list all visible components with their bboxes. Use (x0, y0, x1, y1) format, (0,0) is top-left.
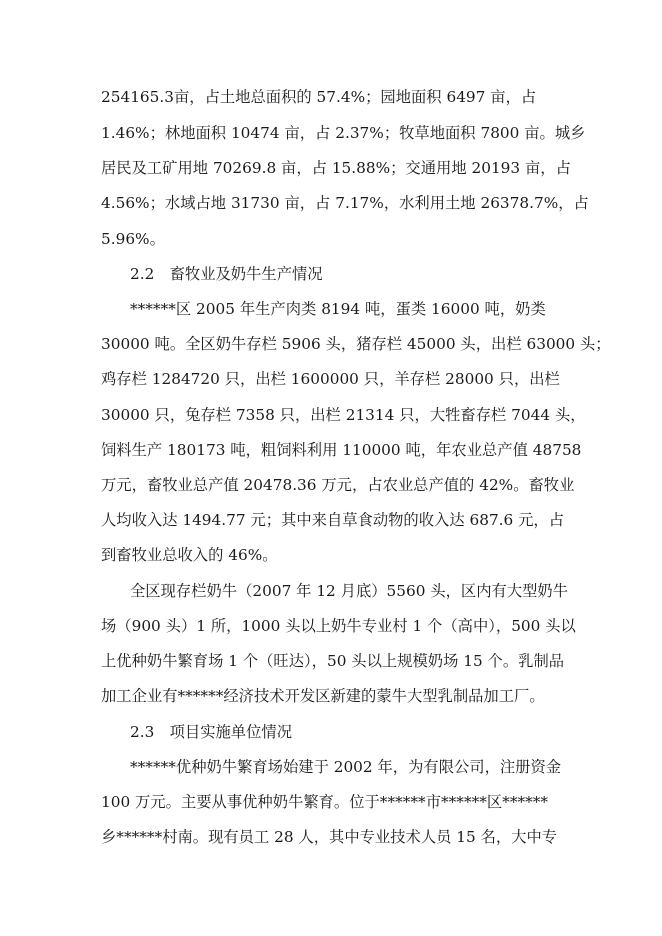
text-line: ******优种奶牛繁育场始建于 2002 年，为有限公司，注册资金 (130, 758, 562, 776)
text-line: 上优种奶牛繁育场 1 个（旺达），50 头以上规模奶场 15 个。乳制品 (101, 652, 565, 670)
text-line: 5.96%。 (101, 230, 165, 248)
text-line: 乡******村南。现有员工 28 人，其中专业技术人员 15 名，大中专 (101, 828, 558, 846)
text-line: 鸡存栏 1284720 只，出栏 1600000 只，羊存栏 28000 只，出栏 (101, 370, 560, 388)
text-line: 100 万元。主要从事优种奶牛繁育。位于******市******区****** (101, 793, 549, 811)
section-heading: 2.3 项目实施单位情况 (130, 723, 292, 741)
text-line: 30000 只，兔存栏 7358 只，出栏 21314 只，大牲畜存栏 7044 头， (101, 406, 586, 424)
text-line: 万元，畜牧业总产值 20478.36 万元，占农业总产值的 42%。畜牧业 (101, 476, 575, 494)
text-line: 场（900 头）1 所，1000 头以上奶牛专业村 1 个（高中），500 头以 (101, 617, 576, 635)
text-line: 人均收入达 1494.77 元；其中来自草食动物的收入达 687.6 元，占 (101, 511, 565, 529)
text-line: 4.56%；水域占地 31730 亩，占 7.17%，水利用土地 26378.7%，占 (101, 194, 589, 212)
text-line: 1.46%；林地面积 10474 亩，占 2.37%；牧草地面积 7800 亩。城乡 (101, 124, 586, 142)
text-line: 加工企业有******经济技术开发区新建的蒙牛大型乳制品加工厂。 (101, 687, 545, 705)
text-line: ******区 2005 年生产肉类 8194 吨，蛋类 16000 吨，奶类 (130, 300, 546, 318)
text-line: 饲料生产 180173 吨，粗饲料利用 110000 吨，年农业总产值 48758 (101, 441, 582, 459)
text-line: 居民及工矿用地 70269.8 亩，占 15.88%；交通用地 20193 亩，占 (101, 159, 571, 177)
text-line: 到畜牧业总收入的 46%。 (101, 546, 278, 564)
text-line: 254165.3亩，占土地总面积的 57.4%；园地面积 6497 亩，占 (101, 88, 537, 106)
text-line: 30000 吨。全区奶牛存栏 5906 头，猪存栏 45000 头，出栏 63000 头； (101, 335, 611, 353)
section-heading: 2.2 畜牧业及奶牛生产情况 (130, 265, 323, 283)
text-line: 全区现存栏奶牛（2007 年 12 月底）5560 头，区内有大型奶牛 (130, 582, 569, 600)
